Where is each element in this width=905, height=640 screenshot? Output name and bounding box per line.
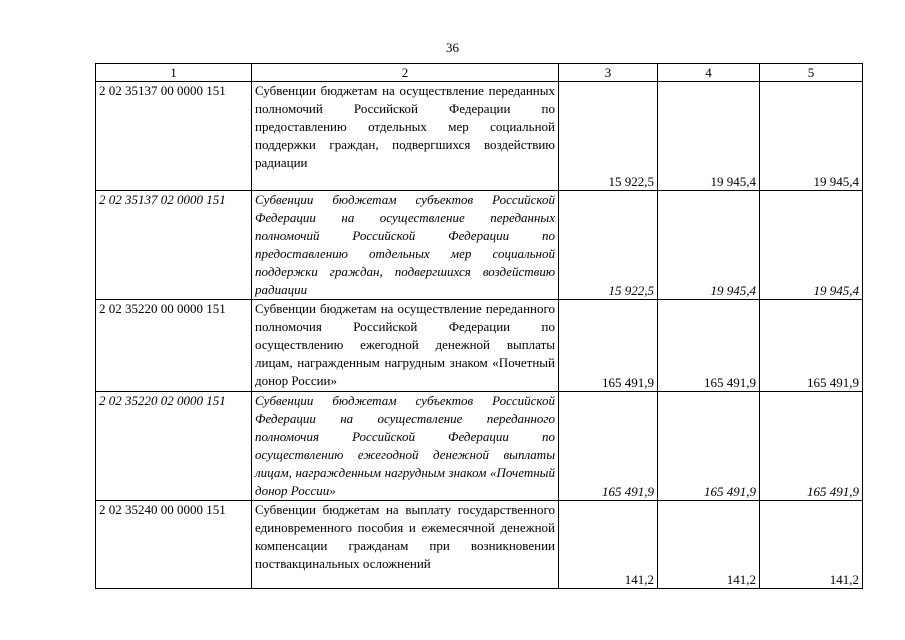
budget-table bbox=[95, 63, 863, 589]
row-value-col4: 165 491,9 bbox=[658, 392, 760, 501]
row-value-col5: 19 945,4 bbox=[760, 82, 863, 191]
row-description: Субвенции бюджетам субъектов Российской Федерации на осуществление переданного полномочия Российской Федерации по осуществлению ежегодной денежной выплаты лицам, награжденным нагрудным знаком «Почетный донор России» bbox=[252, 392, 559, 501]
column-header-1: 1 bbox=[96, 64, 252, 82]
row-code: 2 02 35137 00 0000 151 bbox=[96, 82, 252, 191]
row-description: Субвенции бюджетам на осуществление переданных полномочий Российской Федерации по предоставлению отдельных мер социальной поддержки граждан, подвергшихся воздействию радиации bbox=[252, 82, 559, 191]
table-header-row bbox=[96, 64, 863, 82]
column-header-2: 2 bbox=[252, 64, 559, 82]
row-value-col5: 165 491,9 bbox=[760, 300, 863, 392]
row-value-col5: 19 945,4 bbox=[760, 191, 863, 300]
row-description: Субвенции бюджетам на выплату государственного единовременного пособия и ежемесячной денежной компенсации гражданам при возникновении поствакцинальных осложнений bbox=[252, 501, 559, 589]
table-row bbox=[96, 300, 863, 392]
row-code: 2 02 35137 02 0000 151 bbox=[96, 191, 252, 300]
row-description: Субвенции бюджетам на осуществление переданного полномочия Российской Федерации по осуществлению ежегодной денежной выплаты лицам, награжденным нагрудным знаком «Почетный донор России» bbox=[252, 300, 559, 392]
column-header-4: 4 bbox=[658, 64, 760, 82]
row-value-col3: 165 491,9 bbox=[559, 392, 658, 501]
column-header-3: 3 bbox=[559, 64, 658, 82]
row-code: 2 02 35220 02 0000 151 bbox=[96, 392, 252, 501]
row-value-col3: 165 491,9 bbox=[559, 300, 658, 392]
table-row bbox=[96, 392, 863, 501]
row-value-col5: 165 491,9 bbox=[760, 392, 863, 501]
row-value-col4: 19 945,4 bbox=[658, 82, 760, 191]
row-code: 2 02 35240 00 0000 151 bbox=[96, 501, 252, 589]
page-number: 36 bbox=[446, 40, 459, 55]
row-value-col3: 15 922,5 bbox=[559, 82, 658, 191]
table-row bbox=[96, 501, 863, 589]
table-row bbox=[96, 191, 863, 300]
table-row bbox=[96, 82, 863, 191]
row-code: 2 02 35220 00 0000 151 bbox=[96, 300, 252, 392]
row-value-col4: 165 491,9 bbox=[658, 300, 760, 392]
row-value-col4: 141,2 bbox=[658, 501, 760, 589]
row-value-col4: 19 945,4 bbox=[658, 191, 760, 300]
row-value-col3: 141,2 bbox=[559, 501, 658, 589]
row-description: Субвенции бюджетам субъектов Российской Федерации на осуществление переданных полномочий Российской Федерации по предоставлению отдельных мер социальной поддержки граждан, подвергшихся воздействию радиации bbox=[252, 191, 559, 300]
row-value-col3: 15 922,5 bbox=[559, 191, 658, 300]
row-value-col5: 141,2 bbox=[760, 501, 863, 589]
column-header-5: 5 bbox=[760, 64, 863, 82]
